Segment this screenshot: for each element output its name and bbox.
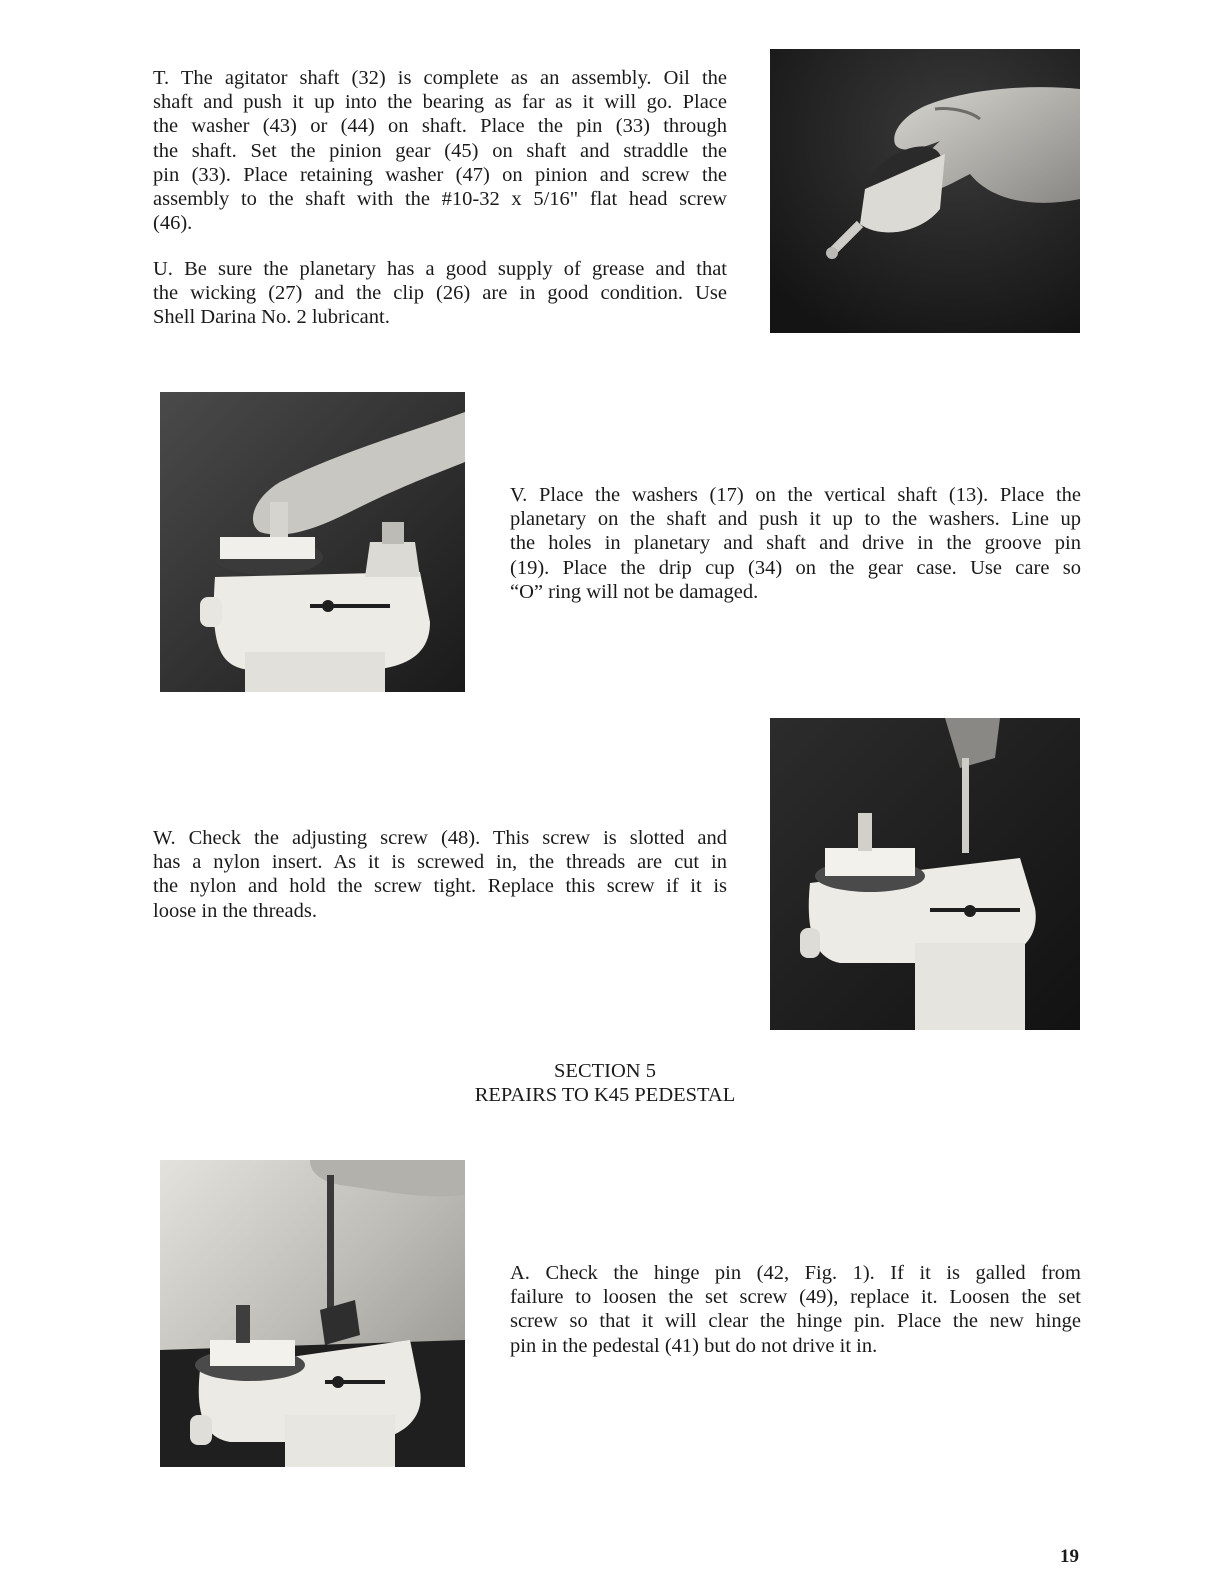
- paragraph-line: the wicking (27) and the clip (26) are in good condition. Use: [153, 282, 727, 305]
- paragraph-line: W. Check the adjusting screw (48). This screw is slotted and: [153, 827, 727, 849]
- section-number: SECTION 5: [554, 1060, 656, 1082]
- paragraph-line: the shaft. Set the pinion gear (45) on shaft and straddle the: [153, 139, 727, 162]
- paragraph-v: [510, 483, 1081, 604]
- photo-adjusting-screw: [770, 718, 1080, 1030]
- photo-hand-holding-planetary: [770, 49, 1080, 333]
- paragraph-line: shaft and push it up into the bearing as far as it will go. Place: [153, 91, 727, 114]
- paragraph-line: the washer (43) or (44) on shaft. Place the pin (33) through: [153, 115, 727, 138]
- paragraph-line: planetary on the shaft and push it up to the washers. Line up: [510, 508, 1081, 531]
- photo-hinge-pin: [160, 1160, 465, 1467]
- paragraph-w: [153, 826, 727, 923]
- paragraph-line: T. The agitator shaft (32) is complete as an assembly. Oil the: [153, 67, 727, 89]
- paragraph-line: U. Be sure the planetary has a good supply of grease and that: [153, 258, 727, 280]
- paragraph-a: [510, 1261, 1081, 1358]
- paragraph-line: pin (33). Place retaining washer (47) on pinion and screw the: [153, 163, 727, 186]
- paragraph-line: (19). Place the drip cup (34) on the gear case. Use care so: [510, 556, 1081, 579]
- paragraph-line: “O” ring will not be damaged.: [510, 580, 759, 603]
- paragraph-line: has a nylon insert. As it is screwed in, the threads are cut in: [153, 851, 727, 874]
- paragraph-line: the holes in planetary and shaft and drive in the groove pin: [510, 532, 1081, 555]
- page-number: 19: [1060, 1546, 1079, 1567]
- paragraph-line: assembly to the shaft with the #10-32 x 5/16" flat head screw: [153, 188, 727, 211]
- paragraph-line: the nylon and hold the screw tight. Replace this screw if it is: [153, 875, 727, 898]
- photo-installing-planetary: [160, 392, 465, 692]
- paragraph-line: pin in the pedestal (41) but do not drive it in.: [510, 1334, 878, 1357]
- paragraph-line: screw so that it will clear the hinge pin. Place the new hinge: [510, 1310, 1081, 1333]
- paragraph-line: V. Place the washers (17) on the vertical shaft (13). Place the: [510, 484, 1081, 506]
- paragraph-u: [153, 257, 727, 330]
- paragraph-line: loose in the threads.: [153, 899, 317, 922]
- paragraph-t: [153, 66, 727, 235]
- paragraph-line: failure to loosen the set screw (49), replace it. Loosen the set: [510, 1286, 1081, 1309]
- paragraph-line: (46).: [153, 212, 193, 235]
- section-title: REPAIRS TO K45 PEDESTAL: [474, 1084, 736, 1106]
- paragraph-line: A. Check the hinge pin (42, Fig. 1). If it is galled from: [510, 1262, 1081, 1284]
- paragraph-line: Shell Darina No. 2 lubricant.: [153, 306, 390, 329]
